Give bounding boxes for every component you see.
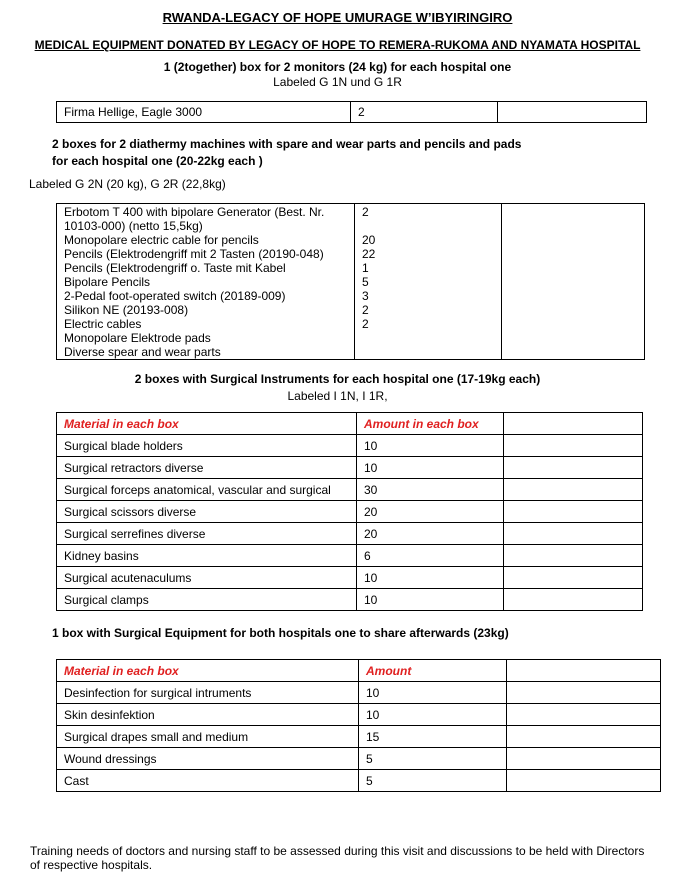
surgical-instruments-table	[56, 412, 643, 611]
footer-line2: of respective hospitals.	[30, 858, 153, 872]
column-header-amount: Amount in each box	[357, 413, 504, 435]
diathermy-table	[56, 203, 645, 360]
cell-item: Kidney basins	[57, 545, 357, 567]
list-item: Bipolare Pencils	[64, 275, 151, 289]
cell-item: Surgical scissors diverse	[57, 501, 357, 523]
monitor-qty: 2	[351, 102, 498, 123]
list-item: Diverse spear and wear parts	[64, 345, 221, 359]
table-row	[57, 567, 643, 589]
table-row	[57, 589, 643, 611]
cell-item: Wound dressings	[57, 748, 359, 770]
column-header-material: Material in each box	[57, 413, 357, 435]
cell-item: Cast	[57, 770, 359, 792]
table-row	[57, 726, 661, 748]
cell-qty: 15	[359, 726, 507, 748]
monitor-table	[56, 101, 647, 123]
section4-heading: 1 box with Surgical Equipment for both hospitals one to share afterwards (23kg)	[52, 626, 509, 640]
table-row	[57, 479, 643, 501]
section1-label: Labeled G 1N und G 1R	[273, 75, 402, 89]
surgical-equipment-table	[56, 659, 661, 792]
list-item: Silikon NE (20193-008)	[64, 303, 189, 317]
cell-item: Surgical forceps anatomical, vascular and surgical	[57, 479, 357, 501]
list-item: Pencils (Elektrodengriff mit 2 Tasten (20190-048)	[64, 247, 324, 261]
cell-qty: 10	[357, 435, 504, 457]
section2-heading-line1: 2 boxes for 2 diathermy machines with spare and wear parts and pencils and pads	[52, 137, 522, 151]
cell-qty: 5	[359, 748, 507, 770]
diathermy-items	[57, 204, 355, 360]
table-header-row	[57, 413, 643, 435]
cell-qty: 20	[357, 523, 504, 545]
cell-item: Surgical blade holders	[57, 435, 357, 457]
document-subtitle: MEDICAL EQUIPMENT DONATED BY LEGACY OF HOPE TO REMERA-RUKOMA AND NYAMATA HOSPITAL	[34, 38, 641, 52]
table-row	[57, 545, 643, 567]
list-item: Electric cables	[64, 317, 142, 331]
cell-qty: 10	[357, 589, 504, 611]
cell-qty: 5	[359, 770, 507, 792]
list-item: 10103-000) (netto 15,5kg)	[64, 219, 203, 233]
diathermy-qtys	[355, 204, 502, 360]
cell-item: Surgical clamps	[57, 589, 357, 611]
table-row	[57, 682, 661, 704]
table-row	[57, 770, 661, 792]
cell-qty: 10	[359, 704, 507, 726]
cell-item: Surgical serrefines diverse	[57, 523, 357, 545]
section1-heading: 1 (2together) box for 2 monitors (24 kg) for each hospital one	[163, 60, 512, 74]
qty-value: 3	[362, 289, 369, 303]
list-item: Monopolare Elektrode pads	[64, 331, 211, 345]
table-row	[57, 435, 643, 457]
list-item: Pencils (Elektrodengriff o. Taste mit Kabel	[64, 261, 286, 275]
section3-label: Labeled I 1N, I 1R,	[287, 389, 388, 403]
table-header-row	[57, 660, 661, 682]
qty-value: 2	[362, 303, 369, 317]
cell-qty: 10	[357, 457, 504, 479]
column-header-material: Material in each box	[57, 660, 359, 682]
cell-item: Surgical drapes small and medium	[57, 726, 359, 748]
section3-heading: 2 boxes with Surgical Instruments for each hospital one (17-19kg each)	[134, 372, 541, 386]
footer-line1: Training needs of doctors and nursing staff to be assessed during this visit and discussions to be held with Directors	[30, 844, 645, 858]
list-item: Erbotom T 400 with bipolare Generator (Best. Nr.	[64, 205, 325, 219]
cell-item: Surgical acutenaculums	[57, 567, 357, 589]
cell-qty: 10	[359, 682, 507, 704]
table-row	[57, 523, 643, 545]
qty-value	[362, 345, 501, 359]
list-item: 2-Pedal foot-operated switch (20189-009)	[64, 289, 286, 303]
section2-label: Labeled G 2N (20 kg), G 2R (22,8kg)	[29, 177, 226, 191]
document-title: RWANDA-LEGACY OF HOPE UMURAGE W’IBYIRINGIRO	[162, 10, 513, 25]
qty-value: 2	[362, 317, 369, 331]
qty-value: 1	[362, 261, 369, 275]
cell-item: Surgical retractors diverse	[57, 457, 357, 479]
section2-heading-line2: for each hospital one (20-22kg each )	[52, 154, 263, 168]
cell-qty: 20	[357, 501, 504, 523]
qty-value: 2	[362, 205, 369, 219]
cell-qty: 10	[357, 567, 504, 589]
monitor-item: Firma Hellige, Eagle 3000	[57, 102, 351, 123]
table-row	[57, 748, 661, 770]
qty-value	[362, 219, 501, 233]
column-header-amount: Amount	[359, 660, 507, 682]
qty-value: 5	[362, 275, 369, 289]
table-row	[57, 501, 643, 523]
cell-item: Desinfection for surgical intruments	[57, 682, 359, 704]
qty-value: 22	[362, 247, 376, 261]
table-row	[57, 704, 661, 726]
list-item: Monopolare electric cable for pencils	[64, 233, 259, 247]
cell-qty: 6	[357, 545, 504, 567]
table-row	[57, 457, 643, 479]
cell-item: Skin desinfektion	[57, 704, 359, 726]
qty-value: 20	[362, 233, 376, 247]
cell-qty: 30	[357, 479, 504, 501]
qty-value	[362, 331, 501, 345]
